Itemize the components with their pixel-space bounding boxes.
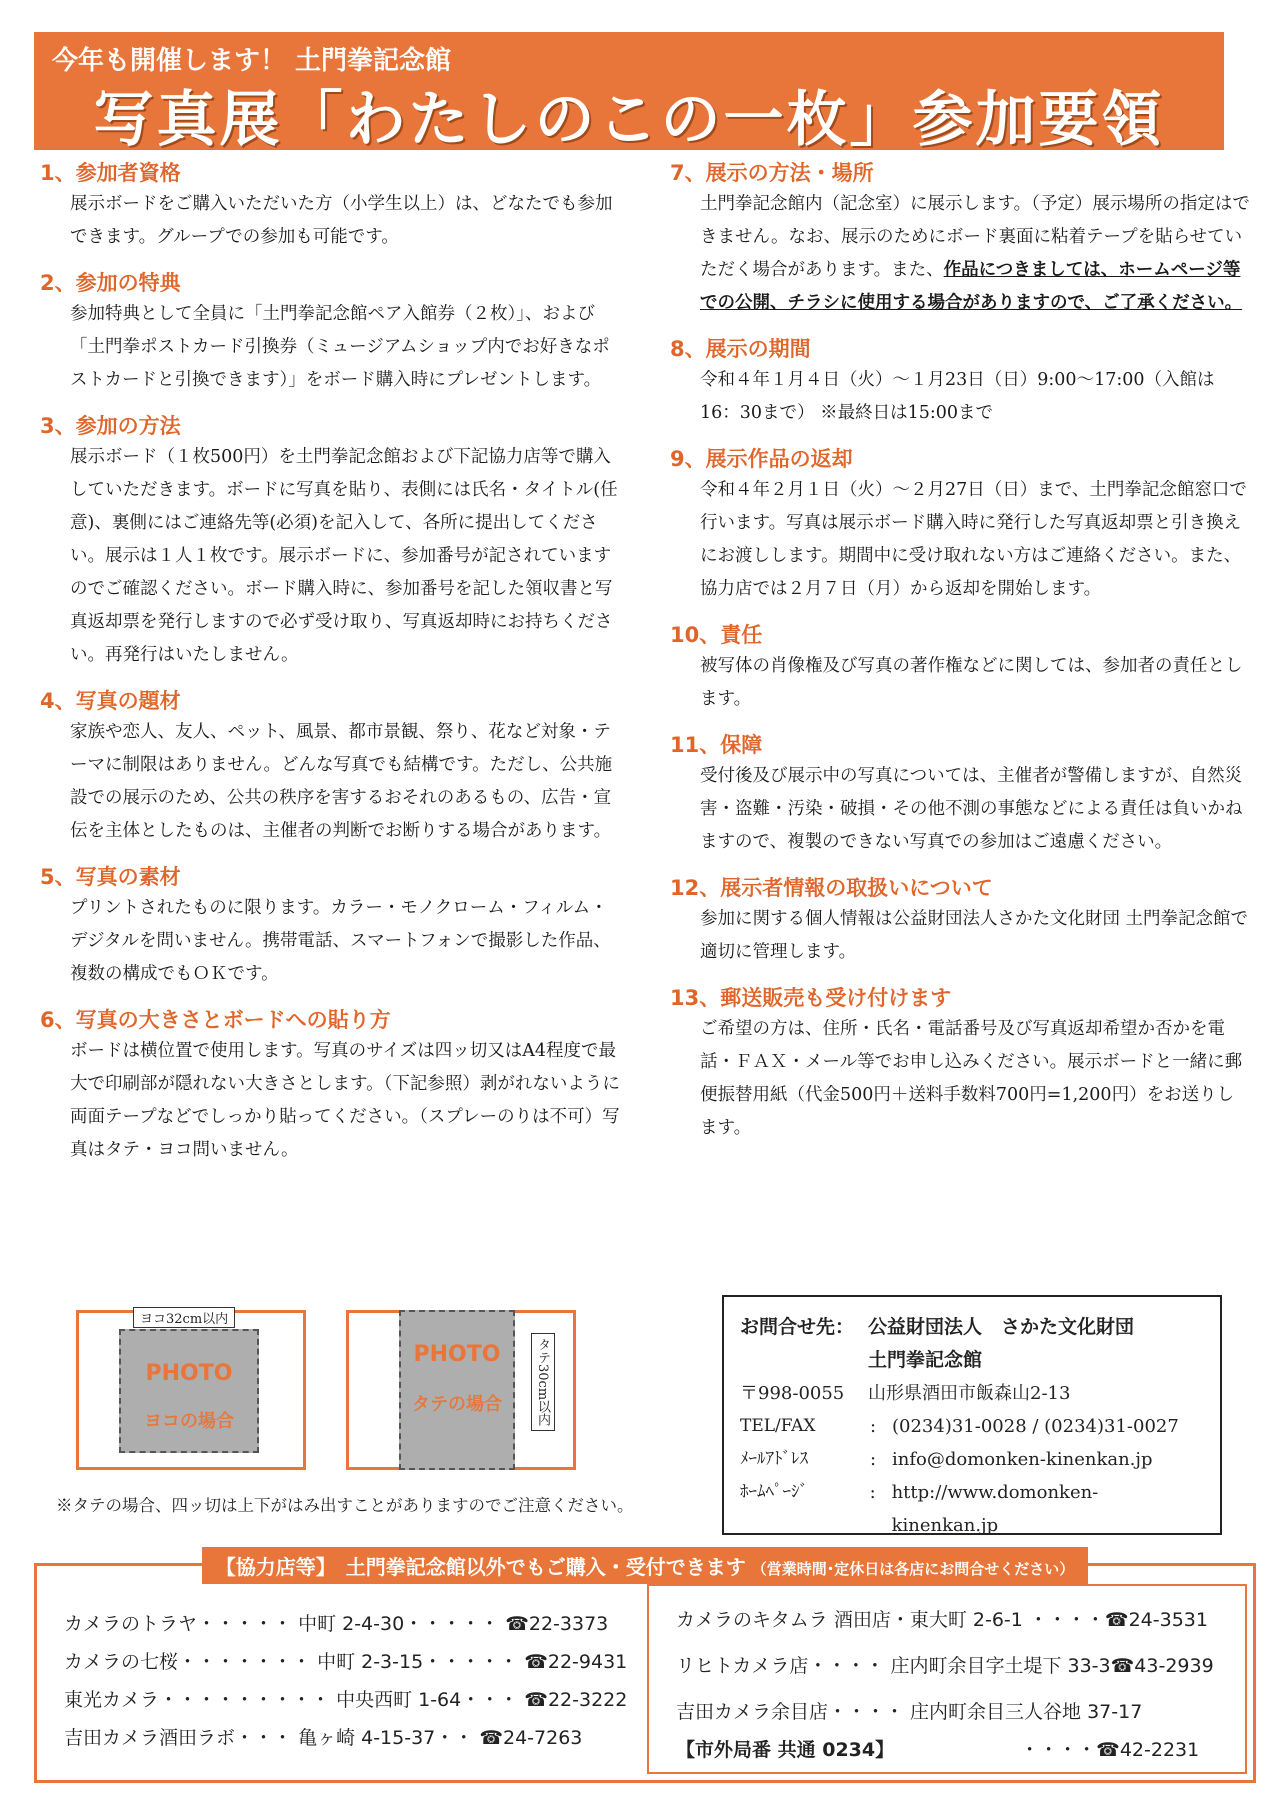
section-title: 13、郵送販売も受け付けます [670,986,952,1010]
shop-name: カメラの七桜・・・・・・・ [64,1651,312,1673]
shop-tel: ☎22-9431 [524,1651,628,1673]
section-title: 6、写真の大きさとボードへの貼り方 [40,1008,391,1032]
coop-shops-heading [34,1547,1256,1584]
photo-label: PHOTO [145,1361,233,1386]
section-body: 家族や恋人、友人、ペット、風景、都市景観、祭り、花など対象・テーマに制限はありません。どんな写真でも結構です。ただし、公共施設での展示のため、公共の秩序を害するおそれのあるもの、広告・宣伝を主体としたものは、主催者の判断でお断りする場合があります。 [70,722,613,841]
address: 山形県酒田市飯森山2-13 [868,1383,1071,1404]
shop-address: 中町 2-3-15・・・・・ [317,1651,519,1673]
section-title: 1、参加者資格 [40,161,181,185]
postal-code: 〒998-0055 [740,1383,845,1404]
orientation-label: ヨコの場合 [144,1411,234,1432]
section-title: 7、展示の方法・場所 [670,161,874,185]
mail-address[interactable]: info@domonken-kinenkan.jp [892,1449,1153,1470]
section-7 [670,158,1250,320]
contact-label: お問合せ先： [740,1316,855,1338]
board-vertical-diagram [346,1310,576,1470]
photo-placeholder [399,1310,515,1470]
diagram-note: ※タテの場合、四ッ切は上下がはみ出すことがありますのでご注意ください。 [56,1496,634,1515]
section-body: ボードは横位置で使用します。写真のサイズは四ッ切又はA4程度で最大で印刷部が隠れない大きさとします。（下記参照）剥がれないように両面テープなどでしっかり貼ってください。（スプレーのりは不可）写真はタテ・ヨコ問いません。 [70,1041,620,1160]
section-8 [670,334,1250,430]
header-banner [34,32,1224,155]
contact-hp-row [740,1476,1204,1542]
header-subtitle: 今年も開催します！ 土門拳記念館 [52,46,452,76]
coop-heading-note: （営業時間･定休日は各店にお問合せください） [746,1558,1075,1579]
shop-row [64,1719,614,1757]
section-title: 9、展示作品の返却 [670,447,853,471]
height-limit-label: タテ30cm以内 [531,1333,555,1431]
underlined-notice: 作品につきましては、ホームページ等での公開、チラシに使用する場合がありますので、ご了承ください。 [700,260,1243,313]
contact-org: 公益財団法人 さかた文化財団 [868,1316,1135,1338]
section-body: 被写体の肖像権及び写真の著作権などに関しては、参加者の責任とします。 [700,656,1243,709]
shop-tel: ・・・・☎42-2231 [1020,1739,1200,1761]
shop-row [64,1681,628,1719]
shop-name: カメラのトラヤ・・・・・ [64,1613,293,1635]
page-title: 写真展「わたしのこの一枚」参加要領 [93,85,1165,155]
orientation-label: タテの場合 [412,1394,502,1415]
shop-tel: ☎22-3222 [524,1689,628,1711]
photo-label: PHOTO [413,1342,501,1367]
section-title: 5、写真の素材 [40,865,181,889]
photo-placeholder [119,1329,259,1453]
section-title: 8、展示の期間 [670,337,811,361]
contact-org2-row [740,1344,1204,1377]
section-title: 4、写真の題材 [40,689,181,713]
section-title: 2、参加の特典 [40,271,181,295]
section-body [670,188,1250,320]
coop-heading-bar [202,1547,1089,1584]
section-body: 令和４年２月１日（火）～２月27日（日）まで、土門拳記念館窓口で行います。写真は展示ボード購入時に発行した写真返却票と引き換えにお渡しします。期間中に受け取れない方はご連絡ください。また、協力店では２月７日（月）から返却を開始します。 [700,480,1247,599]
shop-row: リヒトカメラ店・・・・ 庄内町余目字土堤下 33-3☎43-2939 [676,1655,1214,1677]
section-3 [40,411,620,672]
section-body: 展示ボード（１枚500円）を土門拳記念館および下記協力店等で購入していただきます。ボードに写真を貼り、表側には氏名・タイトル(任意)、裏側にはご連絡先等(必須)を記入して、各所に提出してください。展示は１人１枚です。展示ボードに、参加番号が記されていますのでご確認ください。ボード購入時に、参加番号を記した領収書と写真返却票を発行しますので必ず受け取り、写真返却時にお持ちください。再発行はいたしません。 [70,447,618,665]
contact-museum: 土門拳記念館 [868,1349,983,1371]
section-11 [670,730,1250,859]
colon: : [870,1449,877,1470]
coop-shops-right [676,1597,1246,1765]
contact-box [722,1295,1222,1535]
tel-label: TEL/FAX [740,1416,816,1436]
contact-org-row [740,1311,1204,1344]
area-code: 【市外局番 共通 0234】 [676,1739,895,1761]
shop-address: 中央西町 1-64・・・ [336,1689,519,1711]
section-body: プリントされたものに限ります。カラー・モノクローム・フィルム・デジタルを問いません。携帯電話、スマートフォンで撮影した作品、複数の構成でもＯＫです。 [70,898,611,984]
section-13 [670,983,1250,1145]
width-limit-label: ヨコ32cm以内 [133,1307,235,1328]
section-body: 参加特典として全員に「土門拳記念館ペア入館券（２枚）」、および「土門拳ポストカード引換券（ミュージアムショップ内でお好きなポストカードと引換できます）」をボード購入時にプレゼントします。 [70,304,610,390]
shop-row: カメラのキタムラ 酒田店・東大町 2-6-1 ・・・・☎24-3531 [676,1609,1208,1631]
section-body: ご希望の方は、住所・氏名・電話番号及び写真返却希望か否かを電話・ＦＡＸ・メール等でお申し込みください。展示ボードと一緒に郵便振替用紙（代金500円＋送料手数料700円=1,200円）をお送りします。 [700,1019,1243,1138]
area-code-row [676,1735,1246,1765]
mail-label: ﾒｰﾙｱﾄﾞﾚｽ [740,1449,808,1469]
homepage-label: ﾎｰﾑﾍﾟｰｼﾞ [740,1482,808,1502]
section-6 [40,1005,620,1167]
coop-heading-text: 【協力店等】 土門拳記念館以外でもご購入・受付できます [216,1551,746,1580]
section-body: 受付後及び展示中の写真については、主催者が警備しますが、自然災害・盗難・汚染・破損・その他不測の事態などによる責任は負いかねますので、複製のできない写真での参加はご遠慮ください。 [700,766,1243,852]
section-2 [40,268,620,397]
shop-tel: ☎24-7263 [479,1727,583,1749]
left-column [40,158,620,1181]
shop-row [64,1605,614,1643]
contact-mail-row [740,1443,1204,1476]
board-diagrams [76,1310,636,1470]
spacer [740,1344,868,1377]
shop-address: 中町 2-4-30・・・・・ [298,1613,500,1635]
section-9 [670,444,1250,606]
shop-name: 吉田カメラ酒田ラボ・・・ [64,1727,293,1749]
section-body-text: 土門拳記念館内（記念室）に展示します。（予定）展示場所の指定はできません。なお、展示のためにボード裏面に粘着テープを貼らせていただく場合があります。 [700,194,1250,280]
shop-name: 東光カメラ・・・・・・・・・ [64,1689,331,1711]
shop-tel: ☎22-3373 [505,1613,609,1635]
section-body-pre: また、 [891,260,944,280]
right-column [670,158,1250,1159]
section-title: 11、保障 [670,733,763,757]
colon: : [869,1482,876,1503]
section-title: 10、責任 [670,623,763,647]
section-body: 展示ボードをご購入いただいた方（小学生以上）は、どなたでも参加できます。グループでの参加も可能です。 [70,194,613,247]
coop-shops-left [64,1605,628,1757]
section-body: 参加に関する個人情報は公益財団法人さかた文化財団 土門拳記念館で適切に管理します。 [700,909,1249,962]
section-12 [670,873,1250,969]
homepage-url[interactable]: http://www.domonken-kinenkan.jp [891,1482,1099,1536]
shop-row: 吉田カメラ余目店・・・・ 庄内町余目三人谷地 37-17 [676,1701,1143,1723]
section-1 [40,158,620,254]
section-10 [670,620,1250,716]
contact-tel-row [740,1410,1204,1443]
section-5 [40,862,620,991]
colon: : [870,1416,877,1437]
tel-fax: (0234)31-0028 / (0234)31-0027 [892,1416,1179,1437]
contact-address-row [740,1377,1204,1410]
section-body: 令和４年１月４日（火）～１月23日（日）9:00～17:00（入館は16：30まで） ※最終日は15:00まで [700,370,1215,423]
section-title: 3、参加の方法 [40,414,181,438]
shop-address: 亀ヶ崎 4-15-37・・ [298,1727,474,1749]
section-4 [40,686,620,848]
section-title: 12、展示者情報の取扱いについて [670,876,993,900]
board-horizontal-diagram [76,1310,306,1470]
shop-row [64,1643,628,1681]
